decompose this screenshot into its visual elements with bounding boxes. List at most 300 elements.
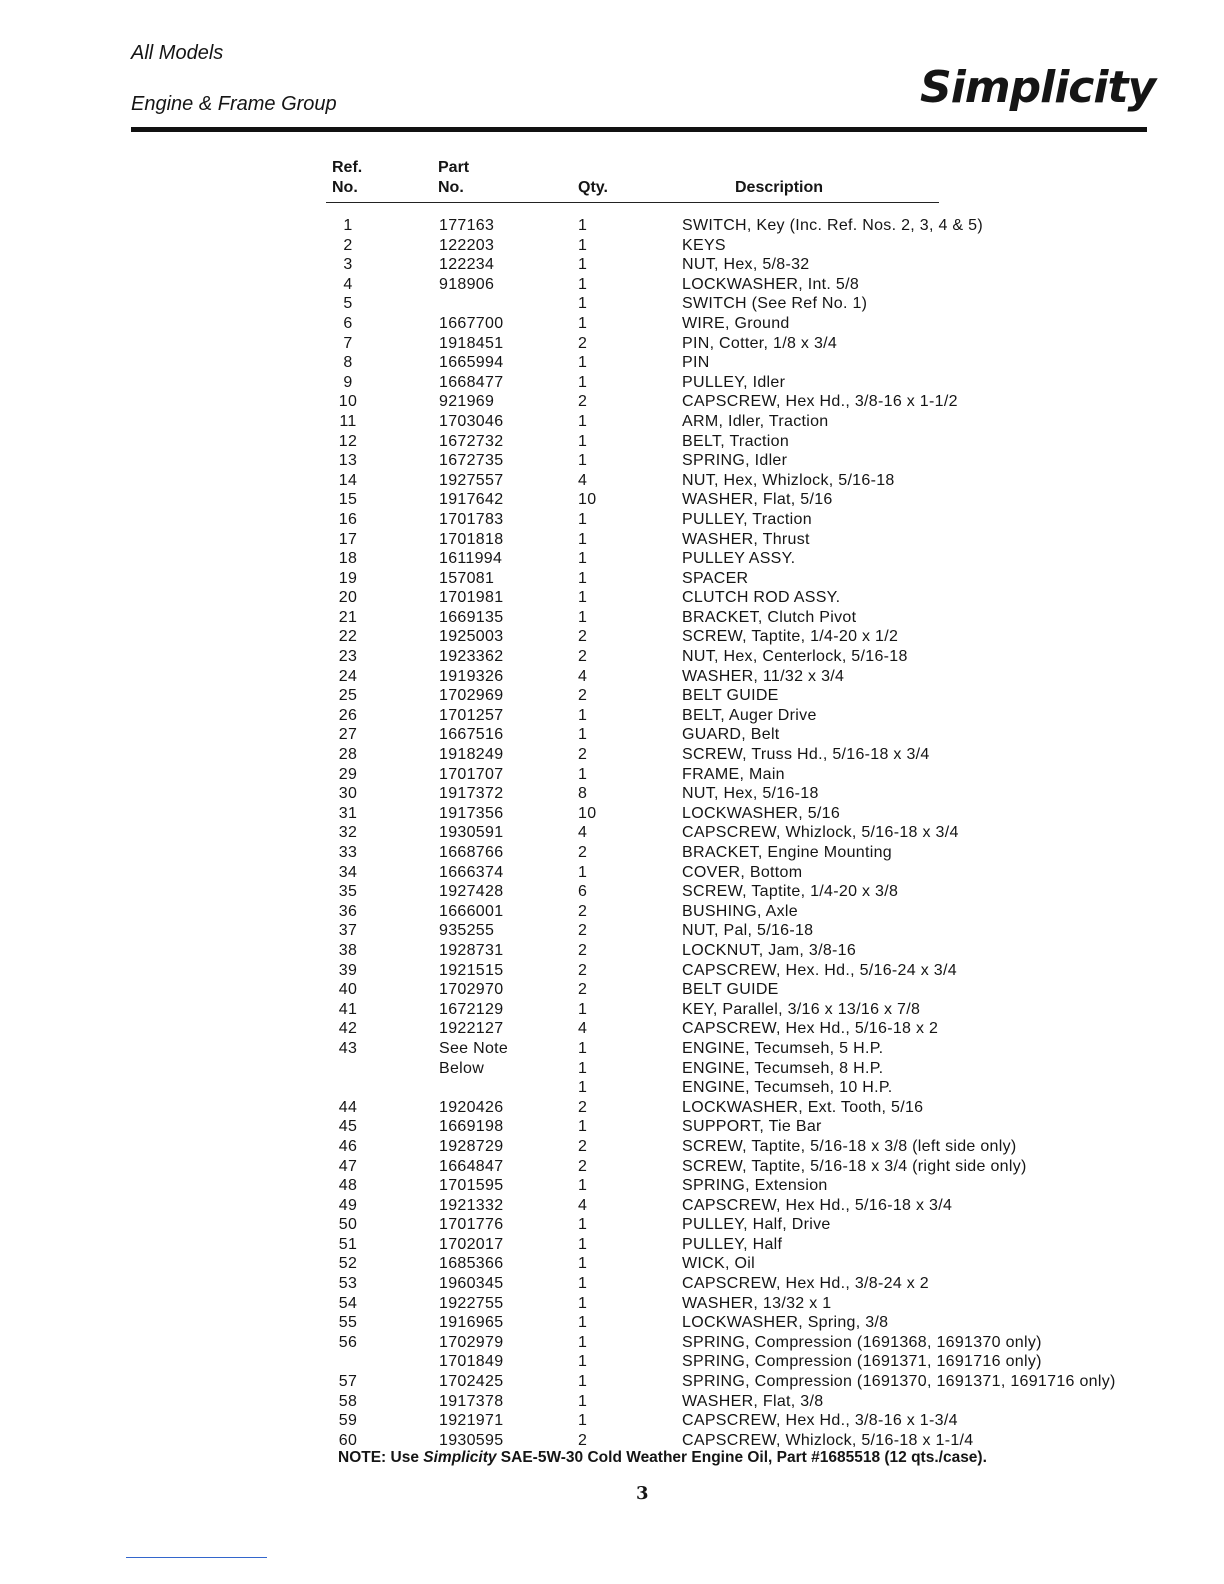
description: SPRING, Idler: [682, 452, 788, 470]
ref-number: 31: [338, 804, 358, 822]
part-number: 1702425: [439, 1373, 504, 1391]
part-number: 1668477: [439, 373, 504, 391]
ref-number: 14: [338, 471, 358, 489]
part-row: [0, 1431, 1224, 1451]
ref-number: 57: [338, 1373, 358, 1391]
quantity: 1: [578, 217, 588, 234]
description: BELT GUIDE: [682, 687, 779, 705]
quantity: 1: [578, 1000, 588, 1018]
ref-number: 42: [338, 1020, 358, 1038]
description: NUT, Pal, 5/16-18: [682, 922, 814, 940]
part-row: [0, 569, 1224, 589]
quantity: 2: [578, 961, 588, 979]
description: WIRE, Ground: [682, 314, 790, 332]
ref-number: 52: [338, 1255, 358, 1273]
description: WICK, Oil: [682, 1255, 755, 1273]
quantity: 2: [578, 1137, 588, 1155]
description: CLUTCH ROD ASSY.: [682, 589, 841, 607]
part-number: 122203: [439, 236, 495, 254]
ref-number: 47: [338, 1157, 358, 1175]
part-row: [0, 588, 1224, 608]
ref-number: 17: [338, 530, 358, 548]
description: PULLEY, Half, Drive: [682, 1216, 831, 1234]
description: SCREW, Taptite, 1/4-20 x 3/8: [682, 883, 899, 901]
quantity: 1: [578, 1314, 588, 1332]
part-number: 1666374: [439, 863, 504, 881]
quantity: 6: [578, 883, 588, 901]
description: SPACER: [682, 569, 749, 587]
quantity: 2: [578, 1098, 588, 1116]
ref-number: 7: [343, 334, 353, 352]
part-number: 918906: [439, 275, 495, 293]
ref-number: 23: [338, 648, 358, 666]
ref-number: 53: [338, 1275, 358, 1293]
quantity: 1: [578, 236, 588, 254]
ref-number: 40: [338, 981, 358, 999]
ref-number: 5: [343, 295, 353, 313]
col-part-line1: Part: [438, 159, 470, 176]
part-row: [0, 921, 1224, 941]
part-row: [0, 392, 1224, 412]
quantity: 2: [578, 941, 588, 959]
note-brand: Simplicity: [423, 1449, 497, 1466]
quantity: 2: [578, 628, 588, 646]
part-row: [0, 1215, 1224, 1235]
part-row: [0, 1352, 1224, 1372]
quantity: 4: [578, 471, 588, 489]
part-row: [0, 1157, 1224, 1177]
description: SPRING, Compression (1691370, 1691371, 1691716 only): [682, 1373, 1116, 1391]
quantity: 1: [578, 256, 588, 274]
col-part-line2: No.: [438, 179, 464, 196]
quantity: 1: [578, 412, 588, 430]
description: SCREW, Taptite, 5/16-18 x 3/8 (left side only): [682, 1137, 1017, 1155]
ref-number: 9: [343, 373, 353, 391]
description: SPRING, Extension: [682, 1177, 828, 1195]
quantity: 1: [578, 608, 588, 626]
part-row: [0, 1117, 1224, 1137]
description: FRAME, Main: [682, 765, 785, 783]
quantity: 1: [578, 726, 588, 744]
description: SCREW, Taptite, 5/16-18 x 3/4 (right side only): [682, 1157, 1027, 1175]
part-number: 921969: [439, 393, 495, 411]
part-number: 1665994: [439, 354, 504, 372]
quantity: 1: [578, 275, 588, 293]
part-row: [0, 255, 1224, 275]
part-number: 1667700: [439, 314, 504, 332]
description: LOCKWASHER, 5/16: [682, 804, 841, 822]
part-row: [0, 412, 1224, 432]
part-row: [0, 471, 1224, 491]
part-row: [0, 1333, 1224, 1353]
note-prefix: NOTE: Use: [338, 1449, 424, 1466]
part-row: [0, 373, 1224, 393]
quantity: 4: [578, 1020, 588, 1038]
quantity: 1: [578, 510, 588, 528]
part-number: Below: [439, 1059, 485, 1077]
ref-number: 22: [338, 628, 358, 646]
description: PIN, Cotter, 1/8 x 3/4: [682, 334, 838, 352]
part-row: [0, 1235, 1224, 1255]
part-row: [0, 882, 1224, 902]
quantity: 1: [578, 1079, 588, 1097]
part-row: [0, 294, 1224, 314]
part-number: 1920426: [439, 1098, 504, 1116]
part-number: 1701818: [439, 530, 504, 548]
ref-number: 39: [338, 961, 358, 979]
description: SPRING, Compression (1691371, 1691716 only): [682, 1353, 1042, 1371]
ref-number: 13: [338, 452, 358, 470]
description: PULLEY, Traction: [682, 510, 812, 528]
ref-number: 11: [339, 412, 357, 430]
ref-number: 41: [338, 1000, 358, 1018]
part-row: [0, 1000, 1224, 1020]
part-row: [0, 334, 1224, 354]
quantity: 1: [578, 1059, 588, 1077]
part-number: 1672129: [439, 1000, 504, 1018]
part-number: 1960345: [439, 1275, 504, 1293]
quantity: 2: [578, 334, 588, 352]
quantity: 8: [578, 785, 588, 803]
part-row: [0, 765, 1224, 785]
part-row: [0, 275, 1224, 295]
brand-logo: Simplicity: [920, 62, 1156, 113]
quantity: 1: [578, 1392, 588, 1410]
part-row: [0, 745, 1224, 765]
part-number: 1922127: [439, 1020, 504, 1038]
description: LOCKNUT, Jam, 3/8-16: [682, 941, 857, 959]
description: NUT, Hex, 5/8-32: [682, 256, 810, 274]
part-number: 1923362: [439, 648, 504, 666]
parts-list: [0, 216, 1224, 1450]
ref-number: 4: [343, 275, 353, 293]
description: SUPPORT, Tie Bar: [682, 1118, 822, 1136]
ref-number: 6: [343, 314, 353, 332]
part-row: [0, 686, 1224, 706]
part-row: [0, 1137, 1224, 1157]
description: WASHER, 13/32 x 1: [682, 1294, 832, 1312]
quantity: 1: [578, 1353, 588, 1371]
description: ENGINE, Tecumseh, 5 H.P.: [682, 1039, 884, 1057]
description: NUT, Hex, Whizlock, 5/16-18: [682, 471, 895, 489]
page-number: 3: [636, 1483, 649, 1504]
part-number: 1685366: [439, 1255, 504, 1273]
quantity: 1: [578, 1039, 588, 1057]
ref-number: 27: [338, 726, 358, 744]
quantity: 1: [578, 530, 588, 548]
part-row: [0, 1411, 1224, 1431]
part-number: 1701776: [439, 1216, 504, 1234]
quantity: 1: [578, 354, 588, 372]
quantity: 1: [578, 1177, 588, 1195]
description: COVER, Bottom: [682, 863, 803, 881]
quantity: 2: [578, 746, 588, 764]
ref-number: 1: [343, 217, 353, 234]
description: SPRING, Compression (1691368, 1691370 only): [682, 1333, 1042, 1351]
header-rule: [131, 127, 1147, 132]
ref-number: 26: [338, 706, 358, 724]
part-row: [0, 627, 1224, 647]
col-part-header: [438, 158, 469, 198]
part-number: 1918249: [439, 746, 504, 764]
part-number: 1672732: [439, 432, 504, 450]
part-row: [0, 432, 1224, 452]
quantity: 1: [578, 1118, 588, 1136]
part-number: 1669198: [439, 1118, 504, 1136]
ref-number: 59: [338, 1412, 358, 1430]
part-row: [0, 216, 1224, 236]
quantity: 1: [578, 1255, 588, 1273]
part-row: [0, 1254, 1224, 1274]
quantity: 1: [578, 706, 588, 724]
description: CAPSCREW, Whizlock, 5/16-18 x 1-1/4: [682, 1431, 974, 1449]
ref-number: 60: [338, 1431, 358, 1449]
description: SCREW, Taptite, 1/4-20 x 1/2: [682, 628, 899, 646]
part-number: 1702017: [439, 1235, 504, 1253]
quantity: 1: [578, 1275, 588, 1293]
ref-number: 12: [338, 432, 358, 450]
quantity: 2: [578, 1431, 588, 1449]
quantity: 2: [578, 393, 588, 411]
part-number: 1921971: [439, 1412, 504, 1430]
part-row: [0, 236, 1224, 256]
ref-number: 37: [338, 922, 358, 940]
ref-number: 58: [338, 1392, 358, 1410]
description: CAPSCREW, Whizlock, 5/16-18 x 3/4: [682, 824, 959, 842]
ref-number: 10: [338, 393, 358, 411]
part-row: [0, 1059, 1224, 1079]
ref-number: 44: [338, 1098, 358, 1116]
description: SWITCH, Key (Inc. Ref. Nos. 2, 3, 4 & 5): [682, 217, 983, 234]
quantity: 1: [578, 589, 588, 607]
col-qty-header: Qty.: [578, 179, 608, 196]
part-number: 1918451: [439, 334, 504, 352]
quantity: 4: [578, 667, 588, 685]
column-header-rule: [326, 202, 939, 203]
part-number: 1930591: [439, 824, 504, 842]
quantity: 1: [578, 1333, 588, 1351]
quantity: 4: [578, 1196, 588, 1214]
description: PULLEY ASSY.: [682, 550, 796, 568]
part-number: 1925003: [439, 628, 504, 646]
quantity: 1: [578, 1294, 588, 1312]
quantity: 1: [578, 550, 588, 568]
description: KEY, Parallel, 3/16 x 13/16 x 7/8: [682, 1000, 921, 1018]
part-number: 1701981: [439, 589, 504, 607]
part-number: 1928729: [439, 1137, 504, 1155]
description: SWITCH (See Ref No. 1): [682, 295, 868, 313]
part-row: [0, 1098, 1224, 1118]
part-number: 1666001: [439, 902, 504, 920]
ref-number: 25: [338, 687, 358, 705]
header-models: All Models: [131, 42, 224, 64]
note-text: SAE-5W-30 Cold Weather Engine Oil, Part #1685518 (12 qts./case).: [496, 1449, 987, 1466]
part-row: [0, 941, 1224, 961]
quantity: 1: [578, 863, 588, 881]
part-number: 1921515: [439, 961, 504, 979]
part-number: 177163: [439, 217, 495, 234]
description: GUARD, Belt: [682, 726, 780, 744]
description: PIN: [682, 354, 710, 372]
part-row: [0, 314, 1224, 334]
part-row: [0, 1196, 1224, 1216]
part-number: 1672735: [439, 452, 504, 470]
part-number: 1668766: [439, 844, 504, 861]
part-row: [0, 1372, 1224, 1392]
part-row: [0, 784, 1224, 804]
description: CAPSCREW, Hex. Hd., 5/16-24 x 3/4: [682, 961, 957, 979]
part-number: 157081: [439, 569, 495, 587]
part-number: 935255: [439, 922, 495, 940]
part-row: [0, 510, 1224, 530]
description: PULLEY, Half: [682, 1235, 783, 1253]
ref-number: 48: [338, 1177, 358, 1195]
part-number: 1702969: [439, 687, 504, 705]
ref-number: 2: [343, 236, 353, 254]
ref-number: 16: [338, 510, 358, 528]
quantity: 2: [578, 1157, 588, 1175]
part-number: 1928731: [439, 941, 504, 959]
ref-number: 18: [338, 550, 358, 568]
oil-note: [338, 1449, 987, 1467]
ref-number: 46: [338, 1137, 358, 1155]
part-number: 1701595: [439, 1177, 504, 1195]
description: ENGINE, Tecumseh, 10 H.P.: [682, 1079, 893, 1097]
ref-number: 35: [338, 883, 358, 901]
description: WASHER, 11/32 x 3/4: [682, 667, 845, 685]
part-row: [0, 823, 1224, 843]
quantity: 1: [578, 314, 588, 332]
part-number: 1703046: [439, 412, 504, 430]
part-number: 1667516: [439, 726, 504, 744]
part-row: [0, 667, 1224, 687]
description: LOCKWASHER, Ext. Tooth, 5/16: [682, 1098, 924, 1116]
part-row: [0, 1294, 1224, 1314]
description: CAPSCREW, Hex Hd., 3/8-24 x 2: [682, 1275, 930, 1293]
part-number: 1927428: [439, 883, 504, 901]
quantity: 1: [578, 1235, 588, 1253]
part-row: [0, 451, 1224, 471]
ref-number: 55: [338, 1314, 358, 1332]
part-row: [0, 1078, 1224, 1098]
part-row: [0, 1274, 1224, 1294]
description: NUT, Hex, Centerlock, 5/16-18: [682, 648, 908, 666]
ref-number: 8: [343, 354, 353, 372]
description: BELT, Traction: [682, 432, 790, 450]
part-number: 1917372: [439, 785, 504, 803]
ref-number: 28: [338, 746, 358, 764]
part-row: [0, 961, 1224, 981]
description: NUT, Hex, 5/16-18: [682, 785, 819, 803]
quantity: 1: [578, 452, 588, 470]
description: BUSHING, Axle: [682, 902, 798, 920]
ref-number: 54: [338, 1294, 358, 1312]
ref-number: 29: [338, 765, 358, 783]
description: WASHER, Flat, 5/16: [682, 491, 833, 509]
ref-number: 45: [338, 1118, 358, 1136]
ref-number: 43: [338, 1039, 358, 1057]
part-row: [0, 549, 1224, 569]
part-row: [0, 863, 1224, 883]
quantity: 2: [578, 981, 588, 999]
ref-number: 36: [338, 902, 358, 920]
description: CAPSCREW, Hex Hd., 5/16-18 x 2: [682, 1020, 939, 1038]
col-description-header: Description: [735, 179, 824, 196]
quantity: 2: [578, 648, 588, 666]
part-row: [0, 902, 1224, 922]
part-row: [0, 353, 1224, 373]
footer-line: [126, 1557, 267, 1558]
ref-number: 32: [338, 824, 358, 842]
ref-number: 21: [338, 608, 358, 626]
part-row: [0, 490, 1224, 510]
part-row: [0, 804, 1224, 824]
part-number: 1917642: [439, 491, 504, 509]
col-ref-line1: Ref.: [332, 159, 363, 176]
quantity: 10: [578, 491, 597, 509]
description: ARM, Idler, Traction: [682, 412, 829, 430]
part-number: 1701257: [439, 706, 504, 724]
part-number: 1701849: [439, 1353, 504, 1371]
part-number: 1921332: [439, 1196, 504, 1214]
part-number: 1701707: [439, 765, 504, 783]
part-row: [0, 1313, 1224, 1333]
part-row: [0, 843, 1224, 863]
part-row: [0, 647, 1224, 667]
description: ENGINE, Tecumseh, 8 H.P.: [682, 1059, 884, 1077]
ref-number: 15: [338, 491, 358, 509]
col-ref-header: [332, 158, 362, 198]
ref-number: 33: [338, 844, 358, 861]
part-number: 1669135: [439, 608, 504, 626]
quantity: 1: [578, 373, 588, 391]
ref-number: 51: [338, 1235, 358, 1253]
part-row: [0, 530, 1224, 550]
part-number: 1919326: [439, 667, 504, 685]
ref-number: 20: [338, 589, 358, 607]
part-number: 1927557: [439, 471, 504, 489]
part-number: 1702970: [439, 981, 504, 999]
quantity: 1: [578, 1373, 588, 1391]
quantity: 1: [578, 1412, 588, 1430]
description: BRACKET, Clutch Pivot: [682, 608, 857, 626]
quantity: 10: [578, 804, 597, 822]
ref-number: 56: [338, 1333, 358, 1351]
quantity: 1: [578, 295, 588, 313]
description: CAPSCREW, Hex Hd., 3/8-16 x 1-1/2: [682, 393, 958, 411]
part-number: 1917356: [439, 804, 504, 822]
ref-number: 49: [338, 1196, 358, 1214]
description: CAPSCREW, Hex Hd., 5/16-18 x 3/4: [682, 1196, 953, 1214]
description: LOCKWASHER, Int. 5/8: [682, 275, 860, 293]
part-row: [0, 1176, 1224, 1196]
description: WASHER, Flat, 3/8: [682, 1392, 824, 1410]
part-row: [0, 1039, 1224, 1059]
description: PULLEY, Idler: [682, 373, 786, 391]
ref-number: 19: [338, 569, 358, 587]
description: BELT, Auger Drive: [682, 706, 817, 724]
description: WASHER, Thrust: [682, 530, 810, 548]
description: SCREW, Truss Hd., 5/16-18 x 3/4: [682, 746, 930, 764]
quantity: 2: [578, 844, 588, 861]
part-number: 1916965: [439, 1314, 504, 1332]
description: BRACKET, Engine Mounting: [682, 844, 892, 861]
part-number: See Note: [439, 1039, 509, 1057]
ref-number: 50: [338, 1216, 358, 1234]
part-number: 1930595: [439, 1431, 504, 1449]
description: KEYS: [682, 236, 726, 254]
quantity: 1: [578, 765, 588, 783]
